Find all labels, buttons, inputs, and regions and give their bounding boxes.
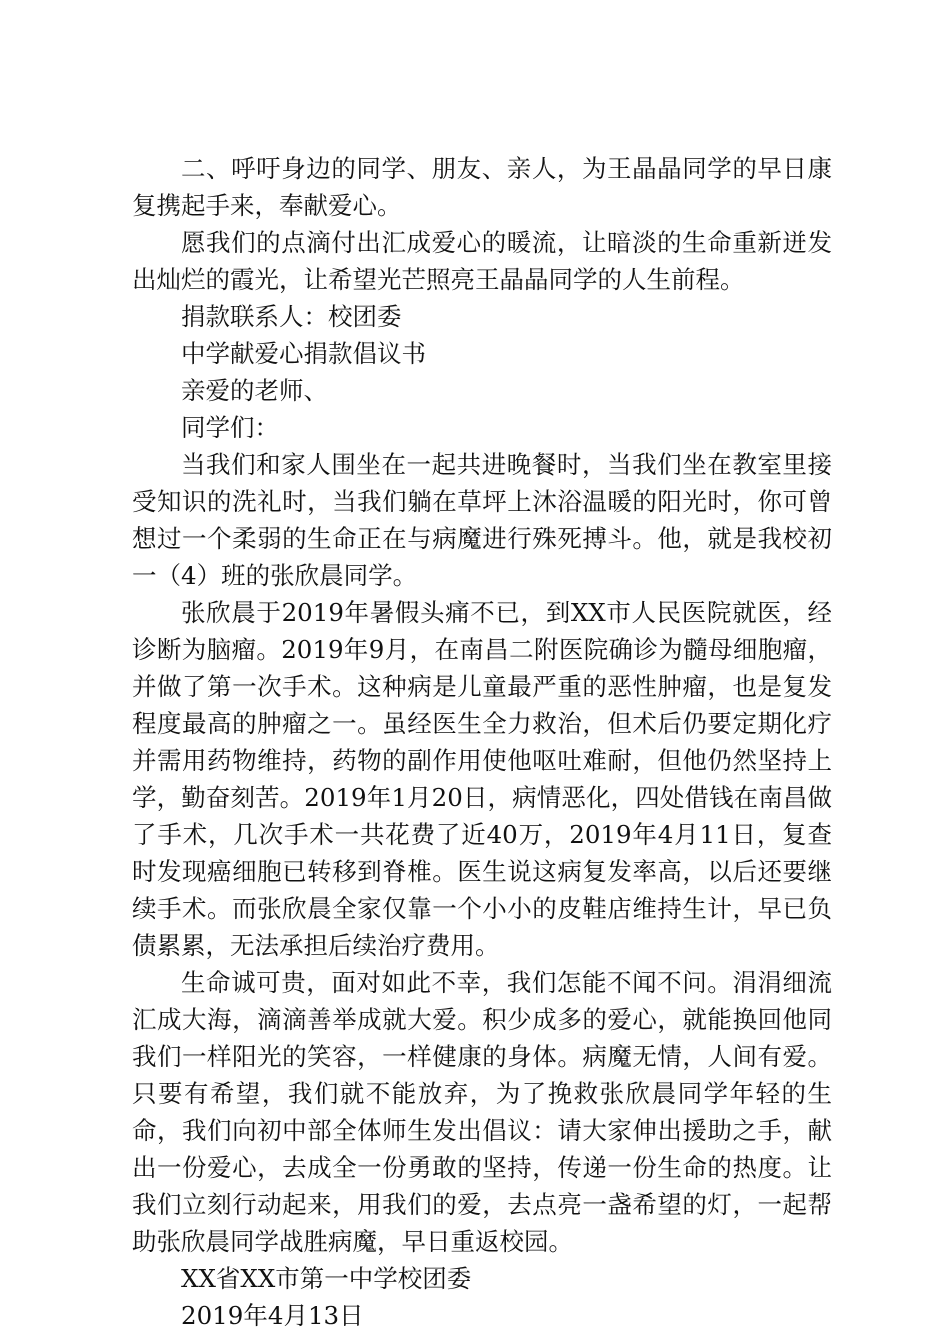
salutation-students: 同学们：	[181, 413, 279, 442]
donation-contact: 捐款联系人：校团委	[181, 302, 402, 331]
paragraph-call-to-action: 生命诚可贵，面对如此不幸，我们怎能不闻不问。涓涓细流汇成大海，滴滴善举成就大爱。积少成多的爱心，就能换回他同我们一样阳光的笑容，一样健康的身体。病魔无情，人间有爱。只要有希望，我们就不能放弃，为了挽救张欣晨同学年轻的生命，我们向初中部全体师生发出倡议：请大家伸出援助之手，献出一份爱心，去成全一份勇敢的坚持，传递一份生命的热度。让我们立刻行动起来，用我们的爱，去点亮一盏希望的灯，一起帮助张欣晨同学战胜病魔，早日重返校园。	[132, 968, 832, 1256]
paragraph-appeal-point-two: 二、呼吁身边的同学、朋友、亲人，为王晶晶同学的早日康复携起手来，奉献爱心。	[132, 154, 832, 220]
paragraph-illness-story: 张欣晨于2019年暑假头痛不已，到XX市人民医院就医，经诊断为脑瘤。2019年9月，在南昌二附医院确诊为髓母细胞瘤，并做了第一次手术。这种病是儿童最严重的恶性肿瘤，也是复发程度最高的肿瘤之一。虽经医生全力救治，但术后仍要定期化疗并需用药物维持，药物的副作用使他呕吐难耐，但他仍然坚持上学，勤奋刻苦。2019年1月20日，病情恶化，四处借钱在南昌做了手术，几次手术一共花费了近40万，2019年4月11日，复查时发现癌细胞已转移到脊椎。医生说这病复发率高，以后还要继续手术。而张欣晨全家仅靠一个小小的皮鞋店维持生计，早已负债累累，无法承担后续治疗费用。	[132, 598, 832, 960]
salutation-teachers: 亲爱的老师、	[181, 376, 328, 405]
paragraph-introduction: 当我们和家人围坐在一起共进晚餐时，当我们坐在教室里接受知识的洗礼时，当我们躺在草坪上沐浴温暖的阳光时，你可曾想过一个柔弱的生命正在与病魔进行殊死搏斗。他，就是我校初一（4）班的张欣晨同学。	[132, 450, 832, 590]
paragraph-wish: 愿我们的点滴付出汇成爱心的暖流，让暗淡的生命重新迸发出灿烂的霞光，让希望光芒照亮王晶晶同学的人生前程。	[132, 228, 832, 294]
signature-date: 2019年4月13日	[181, 1301, 364, 1330]
document-title: 中学献爱心捐款倡议书	[181, 339, 426, 368]
signature-organization: XX省XX市第一中学校团委	[181, 1264, 472, 1293]
document-body	[132, 150, 832, 1334]
